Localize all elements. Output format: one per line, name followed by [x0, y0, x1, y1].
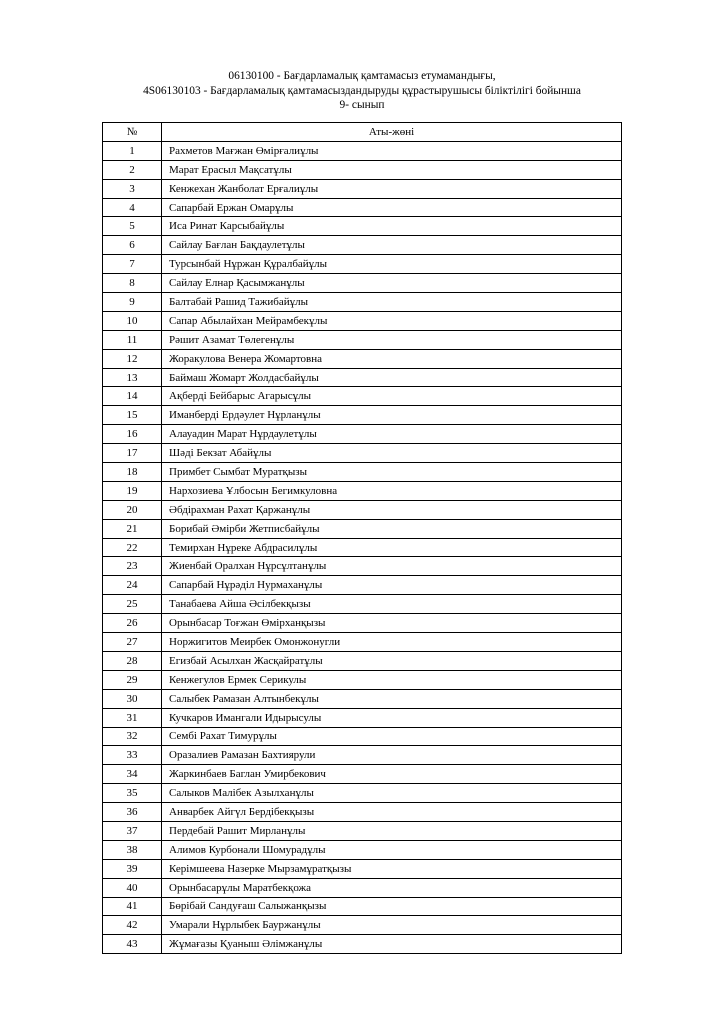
table-row	[103, 444, 622, 463]
row-number-cell: 26	[103, 614, 162, 633]
row-number-cell: 18	[103, 463, 162, 482]
table-row	[103, 463, 622, 482]
table-row	[103, 878, 622, 897]
row-number-cell: 29	[103, 670, 162, 689]
student-name-cell: Сембі Рахат Тимурұлы	[162, 727, 622, 746]
row-number-cell: 4	[103, 198, 162, 217]
row-number-cell: 20	[103, 500, 162, 519]
row-number-cell: 11	[103, 330, 162, 349]
student-name-cell: Марат Ерасыл Мақсатұлы	[162, 160, 622, 179]
row-number-cell: 43	[103, 935, 162, 954]
student-name-cell: Иманберді Ердәулет Нұрланұлы	[162, 406, 622, 425]
row-number-cell: 36	[103, 803, 162, 822]
table-row	[103, 897, 622, 916]
row-number-cell: 17	[103, 444, 162, 463]
student-name-cell: Салыков Малібек Азылханұлы	[162, 784, 622, 803]
student-name-cell: Алауадин Марат Нұрдаулетұлы	[162, 425, 622, 444]
table-row	[103, 689, 622, 708]
table-row	[103, 519, 622, 538]
table-row	[103, 576, 622, 595]
student-name-cell: Жиенбай Оралхан Нұрсұлтанұлы	[162, 557, 622, 576]
student-name-cell: Сайлау Елнар Қасымжанұлы	[162, 274, 622, 293]
row-number-cell: 21	[103, 519, 162, 538]
student-name-cell: Жұмағазы Қуаныш Әлімжанұлы	[162, 935, 622, 954]
student-name-cell: Рахметов Мағжан Өмірғалиұлы	[162, 141, 622, 160]
row-number-cell: 12	[103, 349, 162, 368]
document-header	[0, 69, 724, 113]
table-row	[103, 821, 622, 840]
student-name-cell: Борибай Әмірби Жетписбайұлы	[162, 519, 622, 538]
student-name-cell: Әбдірахман Рахат Қаржанұлы	[162, 500, 622, 519]
table-row	[103, 425, 622, 444]
student-name-cell: Алимов Курбонали Шомурадұлы	[162, 840, 622, 859]
student-name-cell: Егизбай Асылхан Жасқайратұлы	[162, 651, 622, 670]
table-row	[103, 746, 622, 765]
student-name-cell: Керімшеева Назерке Мырзамұратқызы	[162, 859, 622, 878]
student-name-cell: Шәді Бекзат Абайұлы	[162, 444, 622, 463]
student-name-cell: Салыбек Рамазан Алтынбекұлы	[162, 689, 622, 708]
table-row	[103, 387, 622, 406]
table-row	[103, 217, 622, 236]
student-name-cell: Кенжегулов Ермек Серикулы	[162, 670, 622, 689]
row-number-cell: 6	[103, 236, 162, 255]
student-name-cell: Баймаш Жомарт Жолдасбайұлы	[162, 368, 622, 387]
table-row	[103, 595, 622, 614]
row-number-cell: 31	[103, 708, 162, 727]
student-name-cell: Балтабай Рашид Тажибайұлы	[162, 293, 622, 312]
row-number-cell: 13	[103, 368, 162, 387]
student-name-cell: Ақберді Бейбарыс Агарысұлы	[162, 387, 622, 406]
table-row	[103, 141, 622, 160]
student-name-cell: Анварбек Айгүл Бердібекқызы	[162, 803, 622, 822]
table-row	[103, 557, 622, 576]
student-name-cell: Кенжехан Жанболат Ерғалиұлы	[162, 179, 622, 198]
student-name-cell: Сапарбай Ержан Омарұлы	[162, 198, 622, 217]
table-row	[103, 179, 622, 198]
student-name-cell: Жаркинбаев Баглан Умирбекович	[162, 765, 622, 784]
student-name-cell: Нархозиева Ұлбосын Бегимкуловна	[162, 481, 622, 500]
student-name-cell: Пердебай Рашит Мирланұлы	[162, 821, 622, 840]
student-name-cell: Орынбасар Тоғжан Өмірханқызы	[162, 614, 622, 633]
column-header-name: Аты-жөні	[162, 123, 622, 142]
table-row	[103, 935, 622, 954]
row-number-cell: 38	[103, 840, 162, 859]
student-name-cell: Жоракулова Венера Жомартовна	[162, 349, 622, 368]
header-specialty-line: 06130100 - Бағдарламалық қамтамасыз етумамандығы,	[228, 70, 496, 82]
row-number-cell: 1	[103, 141, 162, 160]
row-number-cell: 5	[103, 217, 162, 236]
table-row	[103, 198, 622, 217]
row-number-cell: 34	[103, 765, 162, 784]
table-row	[103, 481, 622, 500]
row-number-cell: 37	[103, 821, 162, 840]
table-row	[103, 633, 622, 652]
row-number-cell: 16	[103, 425, 162, 444]
table-body	[103, 141, 622, 953]
student-name-cell: Бөрібай Сандуғаш Салыжанқызы	[162, 897, 622, 916]
row-number-cell: 35	[103, 784, 162, 803]
row-number-cell: 14	[103, 387, 162, 406]
student-name-cell: Сапарбай Нұрәділ Нурмаханұлы	[162, 576, 622, 595]
row-number-cell: 9	[103, 293, 162, 312]
row-number-cell: 2	[103, 160, 162, 179]
table-row	[103, 236, 622, 255]
student-name-cell: Оразалиев Рамазан Бахтиярули	[162, 746, 622, 765]
table-row	[103, 160, 622, 179]
student-name-cell: Темирхан Нұреке Абдрасилұлы	[162, 538, 622, 557]
table-row	[103, 614, 622, 633]
column-header-number: №	[103, 123, 162, 142]
student-list-table	[102, 122, 622, 954]
table-row	[103, 916, 622, 935]
student-name-cell: Сайлау Бағлан Бақдаулетұлы	[162, 236, 622, 255]
student-name-cell: Кучкаров Имангали Идырысулы	[162, 708, 622, 727]
table-row	[103, 349, 622, 368]
row-number-cell: 25	[103, 595, 162, 614]
row-number-cell: 40	[103, 878, 162, 897]
row-number-cell: 27	[103, 633, 162, 652]
row-number-cell: 15	[103, 406, 162, 425]
table-row	[103, 293, 622, 312]
row-number-cell: 32	[103, 727, 162, 746]
table-header-row	[103, 123, 622, 142]
header-qualification-line: 4S06130103 - Бағдарламалық қамтамасыздандыруды құрастырушысы біліктілігі бойынша	[143, 84, 581, 97]
table-row	[103, 406, 622, 425]
row-number-cell: 7	[103, 255, 162, 274]
student-name-cell: Иса Ринат Карсыбайұлы	[162, 217, 622, 236]
student-name-cell: Рәшит Азамат Төлегенұлы	[162, 330, 622, 349]
student-name-cell: Танабаева Айша Әсілбекқызы	[162, 595, 622, 614]
table-row	[103, 311, 622, 330]
row-number-cell: 23	[103, 557, 162, 576]
student-name-cell: Умарали Нұрлыбек Бауржанұлы	[162, 916, 622, 935]
row-number-cell: 42	[103, 916, 162, 935]
table-row	[103, 500, 622, 519]
row-number-cell: 41	[103, 897, 162, 916]
row-number-cell: 33	[103, 746, 162, 765]
table-row	[103, 859, 622, 878]
table-row	[103, 330, 622, 349]
header-grade-line: 9- сынып	[339, 99, 385, 111]
table-row	[103, 368, 622, 387]
student-name-cell: Норжигитов Меирбек Омонжонугли	[162, 633, 622, 652]
table-row	[103, 803, 622, 822]
row-number-cell: 28	[103, 651, 162, 670]
student-name-cell: Сапар Абылайхан Мейрамбекұлы	[162, 311, 622, 330]
row-number-cell: 19	[103, 481, 162, 500]
row-number-cell: 39	[103, 859, 162, 878]
table-row	[103, 651, 622, 670]
row-number-cell: 10	[103, 311, 162, 330]
row-number-cell: 8	[103, 274, 162, 293]
table-row	[103, 255, 622, 274]
student-name-cell: Турсынбай Нұржан Құралбайұлы	[162, 255, 622, 274]
table-row	[103, 274, 622, 293]
table-row	[103, 840, 622, 859]
table-row	[103, 670, 622, 689]
table-row	[103, 765, 622, 784]
table-row	[103, 727, 622, 746]
row-number-cell: 24	[103, 576, 162, 595]
row-number-cell: 30	[103, 689, 162, 708]
table-row	[103, 538, 622, 557]
table-row	[103, 708, 622, 727]
student-name-cell: Примбет Сымбат Муратқызы	[162, 463, 622, 482]
student-name-cell: Орынбасарұлы Маратбекқожа	[162, 878, 622, 897]
row-number-cell: 22	[103, 538, 162, 557]
row-number-cell: 3	[103, 179, 162, 198]
table-row	[103, 784, 622, 803]
